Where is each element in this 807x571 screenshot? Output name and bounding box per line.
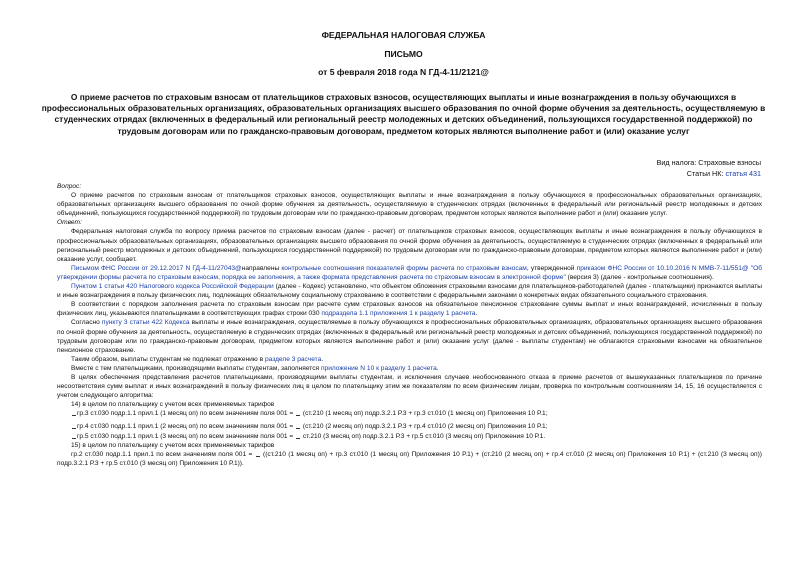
paragraph-article-420 <box>57 282 762 300</box>
subsection-1-1-link[interactable]: подраздела 1.1 приложения 1 к разделу 1 расчета <box>321 310 476 318</box>
nk-article-link[interactable]: статья 431 <box>725 169 761 178</box>
blank-icon <box>72 409 76 416</box>
section-3-link[interactable]: разделе 3 расчета <box>264 355 322 363</box>
paragraph-letter-reference <box>57 264 762 282</box>
document-date: от 5 февраля 2018 года N ГД-4-11/2121@ <box>318 67 489 77</box>
nk-prefix: Статьи НК: <box>686 169 726 178</box>
question-text: О приеме расчетов по страховым взносам от плательщиков страховых взносов, осуществляющих выплаты и иные вознаграждения в пользу обучающихся в профессиональных образовательных организациях, образовательных организациях высшего образования по очной форме обучения за деятельность, осуществляемую в студенческих отрядах (включенных в федеральный или региональный реестр молодежных и детских объединений, пользующихся государственной поддержкой) по трудовым договорам или по гражданско-правовым договорам, предметом которых являются выполнение работ и (или) оказание услуг. <box>57 192 762 218</box>
text-span: Таким образом, выплаты студентам не подлежат отражению в <box>71 355 265 363</box>
blank-icon <box>72 432 76 439</box>
text-span: (далее - Кодекс) установлено, что объектом обложения страховыми взносами для плательщиков-работодателей (далее - плательщики) признаются выплаты и иные вознаграждения в пользу физических лиц, подлежащих обязательному социальному страхованию в соответствии с федеральными законами о конкретных видах обязательного социального страхования. <box>57 283 762 300</box>
blank-icon <box>72 422 76 429</box>
formula-14a <box>57 409 762 418</box>
control-ratios-link[interactable]: контрольные соотношения показателей формы расчета по страховым взносам <box>281 264 527 272</box>
letter-link[interactable]: Письмом ФНС России от 29.12.2017 N ГД-4-11/27043@ <box>71 264 242 272</box>
text-span: , утвержденной <box>526 264 577 272</box>
blank-icon <box>296 422 300 429</box>
order-link[interactable]: приказом ФНС России от 10.10.2016 N ММВ-7-11/551@ <box>576 264 749 272</box>
text-span: (ст.210 (1 месяц оп) подр.3.2.1 Р.3 + гр.3 ст.010 (1 месяц оп) Приложения 10 Р.1; <box>301 410 548 418</box>
text-span: . <box>475 310 478 318</box>
blank-icon <box>296 409 300 416</box>
text-span: выплаты и иные вознаграждения, осуществляемые в пользу обучающихся в профессиональных образовательных организациях, образовательных организациях высшего образования по очной форме обучения за деятельность, осуществляемую в студенческих отрядах (включенных в федеральный или региональный реестр молодежных и детских объединений, пользующихся государственной поддержкой) по трудовым договорам или по гражданско-правовым договорам, предметом которых являются выполнение работ и (или) оказание услуг (далее - выплаты студентам) не облагаются страховыми взносами на обязательное пенсионное страхование. <box>57 319 762 354</box>
document-type: ПИСЬМО <box>384 49 423 59</box>
formula-15a <box>57 450 762 468</box>
text-span: . <box>436 364 439 372</box>
text-span: ((ст.210 (1 месяц оп) + гр.3 ст.010 (1 месяц оп) Приложения 10 Р.1) + (ст.210 (2 месяц оп) + гр.4 ст.010 (2 месяц оп) Приложения 10 Р.1) + (ст.210 (3 месяц оп)) подр.3.2.1 Р.3 + гр.5 ст.010 (3 месяц оп) Приложения 10 Р.1)). <box>57 450 762 467</box>
document-body <box>57 182 762 468</box>
formula-14-heading: 14) в целом по плательщику с учетом всех применяемых тарифов <box>71 401 275 409</box>
text-span: . <box>321 355 324 363</box>
text-span: (версия 3) (далее - контрольные соотношения). <box>565 273 714 281</box>
paragraph-appendix-10 <box>57 364 762 373</box>
text-span: направлены <box>241 264 282 272</box>
text-span: Вместе с тем плательщиками, производящими выплаты студентам, заполняется <box>71 364 321 372</box>
text-span: (ст.210 (2 месяц оп) подр.3.2.1 Р.3 + гр.4 ст.010 (2 месяц оп) Приложения 10 Р.1; <box>301 423 548 431</box>
formula-14c <box>57 432 762 441</box>
paragraph-pension-insurance <box>57 300 762 318</box>
text-span: гр.2 ст.030 подр.1.1 прил.1 по всем значениям поля 001 = <box>71 450 255 458</box>
text-span: гр.5 ст.030 подр.1.1 прил.1 (3 месяц оп) по всем значениям поля 001 = <box>77 432 296 440</box>
text-span: гр.4 ст.030 подр.1.1 прил.1 (2 месяц оп) по всем значениям поля 001 = <box>77 423 296 431</box>
blank-icon <box>296 432 300 439</box>
tax-kind: Вид налога: Страховые взносы <box>656 158 761 167</box>
paragraph-section-3 <box>57 355 762 364</box>
article-422-link[interactable]: пункту 3 статьи 422 Кодекса <box>101 319 190 327</box>
formula-14b <box>57 422 762 431</box>
text-span: Согласно <box>71 319 102 327</box>
agency-name: ФЕДЕРАЛЬНАЯ НАЛОГОВАЯ СЛУЖБА <box>321 30 486 40</box>
nk-articles <box>687 169 761 178</box>
text-span: В соответствии с порядком заполнения расчета по страховым взносам при расчете сумм страховых взносов на обязательное пенсионное страхование суммы выплат и иных вознаграждений, исчисленных в пользу физических лиц, указываются плательщиками в соответствующих графах строки 030 <box>57 301 762 318</box>
formula-15-heading: 15) в целом по плательщику с учетом всех применяемых тарифов <box>71 441 275 449</box>
document-title: О приеме расчетов по страховым взносам от плательщиков страховых взносов, осуществляющих выплаты и иные вознаграждения в пользу обучающихся в профессиональных образовательных организациях, образовательных организациях высшего образования по очной форме обучения за деятельность, осуществляемую в студенческих отрядах (включенных в федеральный или региональный реестр молодежных и детских объединений, пользующихся государственной поддержкой) по трудовым договорам или по гражданско-правовым договорам, предметом которых являются выполнение работ и (или) оказание услуг <box>41 92 766 136</box>
order-title-link[interactable]: "Об утверждении формы расчета по страховым взносам, порядка ее заполнения, а также формата представления расчета по страховым взносам в электронной форме" <box>57 264 763 281</box>
text-span: ст.210 (3 месяц оп) подр.3.2.1 Р.3 + гр.5 ст.010 (3 месяц оп) Приложения 10 Р.1. <box>301 432 546 440</box>
question-label: Вопрос: <box>57 183 82 190</box>
text-span: гр.3 ст.030 подр.1.1 прил.1 (1 месяц оп) по всем значениям поля 001 = <box>77 410 296 418</box>
appendix-10-link[interactable]: приложение N 10 к разделу 1 расчета <box>320 364 437 372</box>
blank-icon <box>256 450 260 457</box>
answer-label: Ответ: <box>57 219 82 227</box>
answer-text: Федеральная налоговая служба по вопросу приема расчетов по страховым взносам (далее - расчет) от плательщиков страховых взносов, осуществляющих выплаты и иные вознаграждения в пользу обучающихся в профессиональных образовательных организациях, образовательных организациях высшего образования по очной форме обучения за деятельность, осуществляемую в студенческих отрядах (включенных в федеральный или региональный реестр молодежных и детских объединений, пользующихся государственной поддержкой) по трудовым договорам или по гражданско-правовым договорам, предметом которых являются выполнение работ и (или) оказание услуг, сообщает. <box>57 228 762 263</box>
paragraph-article-422 <box>57 318 762 354</box>
article-420-link[interactable]: Пунктом 1 статьи 420 Налогового кодекса Российской Федерации <box>71 283 274 291</box>
paragraph-algorithm: В целях обеспечения представления расчетов плательщиками, производящими выплаты студентам, и исключения случаев необоснованного отказа в приеме расчетов от вышеуказанных плательщиков по причине несоответствия сумм выплат и иных вознаграждений в пользу физических лиц в целом по плательщику этим же показателям по всем физическим лицам, проверка по контрольным соотношениям 14, 15, 16 осуществляется с учетом следующего алгоритма: <box>57 373 762 400</box>
